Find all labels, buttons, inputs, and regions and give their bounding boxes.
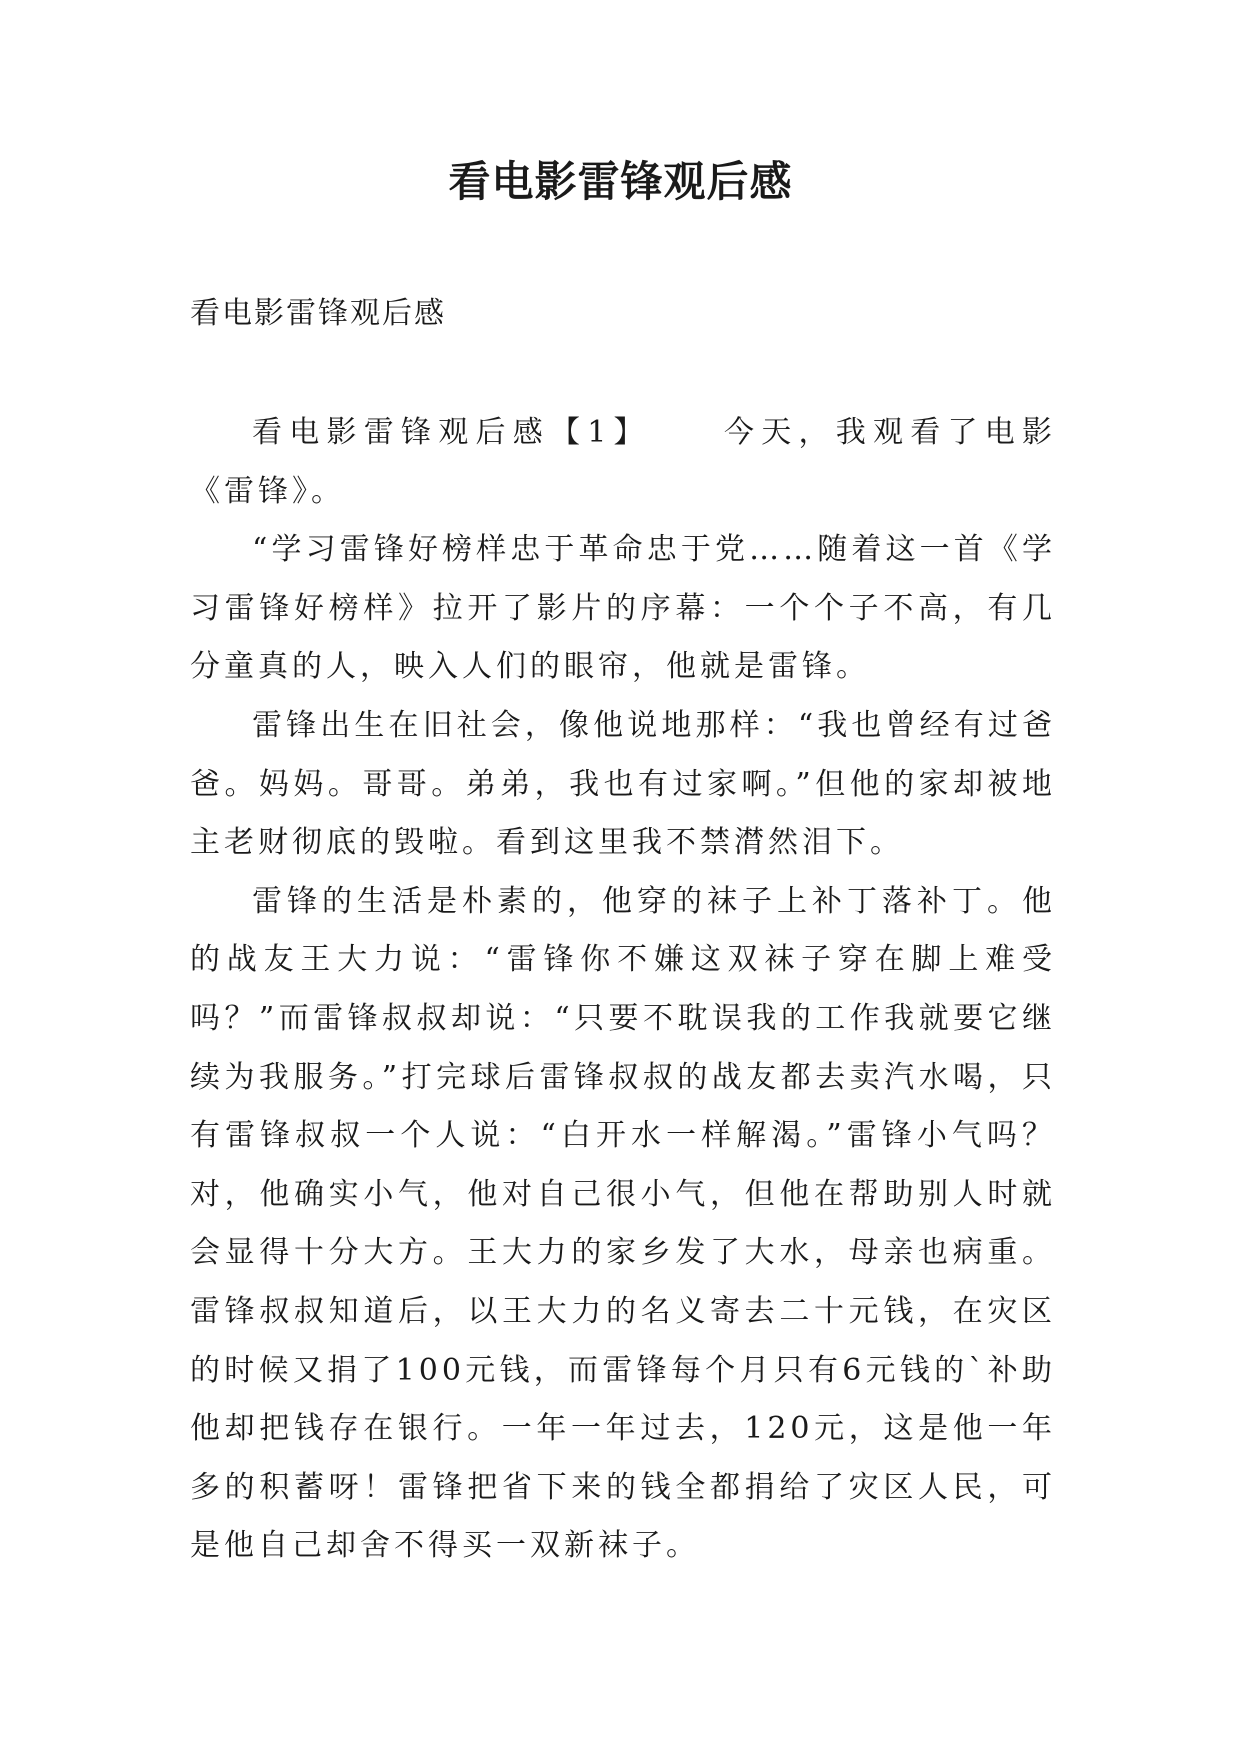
paragraph-4: 雷锋的生活是朴素的，他穿的袜子上补丁落补丁。他的战友王大力说：“雷锋你不嫌这双袜子穿在脚上难受吗？”而雷锋叔叔却说：“只要不耽误我的工作我就要它继续为我服务。”打完球后雷锋叔叔的战友都去卖汽水喝，只有雷锋叔叔一个人说：“白开水一样解渴。”雷锋小气吗？对，他确实小气，他对自己很小气，但他在帮助别人时就会显得十分大方。王大力的家乡发了大水，母亲也病重。雷锋叔叔知道后，以王大力的名义寄去二十元钱，在灾区的时候又捐了100元钱，而雷锋每个月只有6元钱的`补助他却把钱存在银行。一年一年过去，120元，这是他一年多的积蓄呀！雷锋把省下来的钱全都捐给了灾区人民，可是他自己却舍不得买一双新袜子。 [190, 883, 1056, 1564]
paragraph-1 [190, 404, 1056, 521]
paragraph-3: 雷锋出生在旧社会，像他说地那样：“我也曾经有过爸爸。妈妈。哥哥。弟弟，我也有过家啊。”但他的家却被地主老财彻底的毁啦。看到这里我不禁潸然泪下。 [190, 707, 1056, 861]
document-title: 看电影雷锋观后感 [448, 157, 793, 206]
paragraph-2: “学习雷锋好榜样忠于革命忠于党……随着这一首《学习雷锋好榜样》拉开了影片的序幕：一个个子不高，有几分童真的人，映入人们的眼帘，他就是雷锋。 [190, 532, 1056, 685]
section-heading: 看电影雷锋观后感【1】 [252, 415, 651, 450]
document-subtitle: 看电影雷锋观后感 [190, 296, 446, 331]
paragraph-1-text: 今天，我观看了电影《雷锋》。 [190, 415, 1057, 509]
document-body [190, 404, 1056, 1576]
